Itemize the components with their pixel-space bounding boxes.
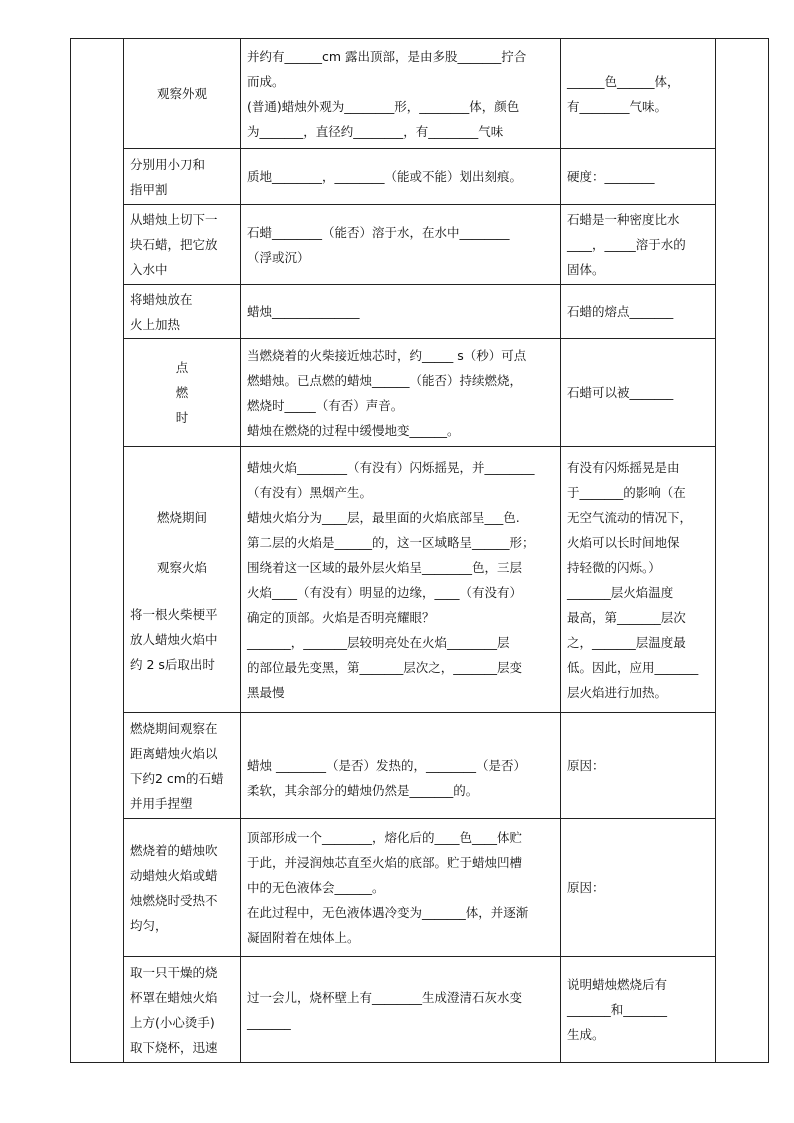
text-line: 的部位最先变黑，第_______层次之，_______层变 (247, 659, 523, 675)
text-line: _______和_______ (567, 1002, 668, 1017)
detail-cell (241, 339, 561, 447)
text-line: 火焰____（有没有）明显的边缘，____（有没有） (247, 584, 523, 600)
text-line: 燃烧着的蜡烛吹 (130, 842, 218, 858)
text-line: 有________气味。 (567, 98, 668, 114)
text-line: 顶部形成一个________，熔化后的____色____体贮 (247, 830, 523, 845)
text-line: 指甲割 (130, 181, 168, 197)
text-line: 固体。 (567, 262, 605, 277)
text-line: （有没有）黑烟产生。 (247, 484, 373, 500)
text-line: 原因： (567, 758, 605, 773)
text-line: 为_______，直径约________，有________气味 (247, 123, 504, 139)
note-cell (561, 447, 716, 713)
text-line: 杯罩在蜡烛火焰 (130, 989, 218, 1005)
text-line: 层火焰进行加热。 (567, 684, 668, 700)
text-line: 说明蜡烛燃烧后有 (567, 977, 668, 992)
text-line: 无空气流动的情况下， (567, 509, 693, 525)
text-line: 燃烧期间观察在 (130, 720, 218, 736)
detail-cell (241, 447, 561, 713)
text-line: ______色______体， (567, 73, 680, 89)
text-line: 距离蜡烛火焰以 (130, 745, 218, 761)
text-line: 烛燃烧时受热不 (130, 892, 218, 908)
step-cell (124, 39, 241, 149)
text-line: 点 (175, 360, 189, 375)
text-line: 围绕着这一区域的最外层火焰呈________色，三层 (247, 559, 523, 575)
text-line: 将蜡烛放在 (130, 291, 193, 307)
text-line: 当燃烧着的火柴接近烛芯时，约_____ s（秒）可点 (247, 347, 527, 363)
text-line: 蜡烛火焰________（有没有）闪烁摇晃，并________ (247, 459, 535, 475)
text-line: 放人蜡烛火焰中 (130, 631, 218, 647)
row-heating (71, 285, 769, 339)
text-line: 过一会儿，烧杯壁上有________生成澄清石灰水变 (247, 989, 523, 1005)
text-line: 燃烧期间 (156, 509, 207, 525)
text-line (247, 728, 554, 753)
text-line: 黑最慢 (247, 684, 285, 700)
row-ignition (71, 339, 769, 447)
step-cell (124, 285, 241, 339)
text-line: 蜡烛在燃烧的过程中缓慢地变______。 (247, 422, 460, 438)
text-line: 低。因此，应用_______ (567, 659, 699, 675)
text-line: _______层火焰温度 (567, 584, 674, 600)
step-top (130, 505, 234, 580)
text-line: 质地________，________（能或不能）划出刻痕。 (247, 169, 523, 184)
text-line: 动蜡烛火焰或蜡 (130, 867, 218, 883)
text-line: 确定的顶部。火焰是否明亮耀眼？ (247, 609, 435, 625)
text-line: _______，_______层较明亮处在火焰________层 (247, 634, 510, 650)
step-cell (124, 339, 241, 447)
text-line: 之，_______层温度最 (567, 634, 686, 650)
note-cell (561, 39, 716, 149)
row-touch (71, 713, 769, 819)
text-line: 取下烧杯，迅速 (130, 1039, 218, 1055)
text-line: 燃 (175, 385, 189, 400)
text-line: 蜡烛 ________（是否）发热的，________（是否） (247, 758, 526, 773)
step-cell (124, 819, 241, 957)
detail-cell (241, 819, 561, 957)
text-line: 燃蜡烛。已点燃的蜡烛______（能否）持续燃烧， (247, 372, 523, 388)
text-line: 于此，并浸润烛芯直至火焰的底部。贮于蜡烛凹槽 (247, 855, 523, 870)
step-bottom (130, 602, 234, 677)
text-line: 生成。 (567, 1027, 605, 1042)
text-line: 块石蜡，把它放 (130, 237, 218, 252)
note-cell (561, 957, 716, 1063)
row-flame (71, 447, 769, 713)
text-line: 于_______的影响（在 (567, 484, 686, 500)
text-line: (普通)蜡烛外观为________形，________体，颜色 (247, 98, 520, 114)
text-line: 观察外观 (156, 86, 207, 101)
detail-cell (241, 205, 561, 285)
detail-cell (241, 713, 561, 819)
text-line: 石蜡是一种密度比水 (567, 212, 680, 227)
text-line: 下约2 cm的石蜡 (130, 770, 224, 786)
text-line: （浮或沉） (247, 249, 310, 265)
text-line: 入水中 (130, 262, 168, 277)
text-line: 取一只干燥的烧 (130, 964, 218, 980)
text-line: 并用手捏塑 (130, 795, 193, 811)
detail-cell (241, 285, 561, 339)
text-line: 而成。 (247, 73, 285, 89)
detail-cell (241, 149, 561, 205)
text-line: 凝固附着在烛体上。 (247, 930, 360, 945)
detail-cell (241, 957, 561, 1063)
text-line: 从蜡烛上切下一 (130, 212, 218, 227)
note-cell (561, 285, 716, 339)
text-line: 原因： (567, 880, 605, 895)
text-line: _______ (247, 1014, 291, 1030)
note-cell (561, 149, 716, 205)
text-line: 将一根火柴梗平 (130, 606, 218, 622)
text-line (130, 530, 234, 555)
step-cell (124, 205, 241, 285)
text-line: 第二层的火焰是______的，这一区域略呈______形； (247, 534, 535, 550)
text-line: 时 (175, 410, 189, 425)
row-appearance (71, 39, 769, 149)
note-cell (561, 819, 716, 957)
text-line: 石蜡的熔点_______ (567, 304, 674, 319)
note-cell (561, 713, 716, 819)
step-cell (124, 149, 241, 205)
text-line: 硬度：________ (567, 169, 655, 184)
detail-cell (241, 39, 561, 149)
text-line: 分别用小刀和 (130, 156, 206, 172)
text-line: 观察火焰 (156, 559, 207, 575)
text-line: 燃烧时_____（有否）声音。 (247, 397, 404, 413)
step-cell (124, 447, 241, 713)
step-cell (124, 713, 241, 819)
note-cell (561, 205, 716, 285)
text-line: 持轻微的闪烁。） (567, 559, 661, 575)
text-line: 蜡烛______________ (247, 304, 360, 319)
text-line: 蜡烛火焰分为____层，最里面的火焰底部呈___色. (247, 509, 520, 525)
row-hardness (71, 149, 769, 205)
text-line: 在此过程中，无色液体遇冷变为_______体，并逐渐 (247, 905, 529, 920)
text-line: 火上加热 (130, 316, 181, 332)
step-cell (124, 957, 241, 1063)
text-line: 石蜡________（能否）溶于水，在水中________ (247, 224, 510, 240)
row-water (71, 205, 769, 285)
text-line: 中的无色液体会______。 (247, 880, 385, 895)
text-line: 柔软，其余部分的蜡烛仍然是_______的。 (247, 783, 479, 798)
row-blow (71, 819, 769, 957)
text-line: ____，_____溶于水的 (567, 237, 686, 252)
text-line: 上方(小心烫手) (130, 1014, 215, 1030)
text-line: 火焰可以长时间地保 (567, 534, 680, 550)
text-line: 最高，第_______层次 (567, 609, 686, 625)
text-line: 约 2 s后取出时 (130, 656, 215, 672)
right-margin-column (716, 39, 769, 1063)
experiment-table (70, 38, 769, 1063)
row-beaker (71, 957, 769, 1063)
text-line: 石蜡可以被_______ (567, 385, 674, 400)
left-margin-column (71, 39, 124, 1063)
text-line: 均匀， (130, 917, 168, 933)
text-line: 有没有闪烁摇晃是由 (567, 459, 680, 475)
text-line: 并约有______cm 露出顶部，是由多股_______拧合 (247, 48, 527, 64)
note-cell (561, 339, 716, 447)
